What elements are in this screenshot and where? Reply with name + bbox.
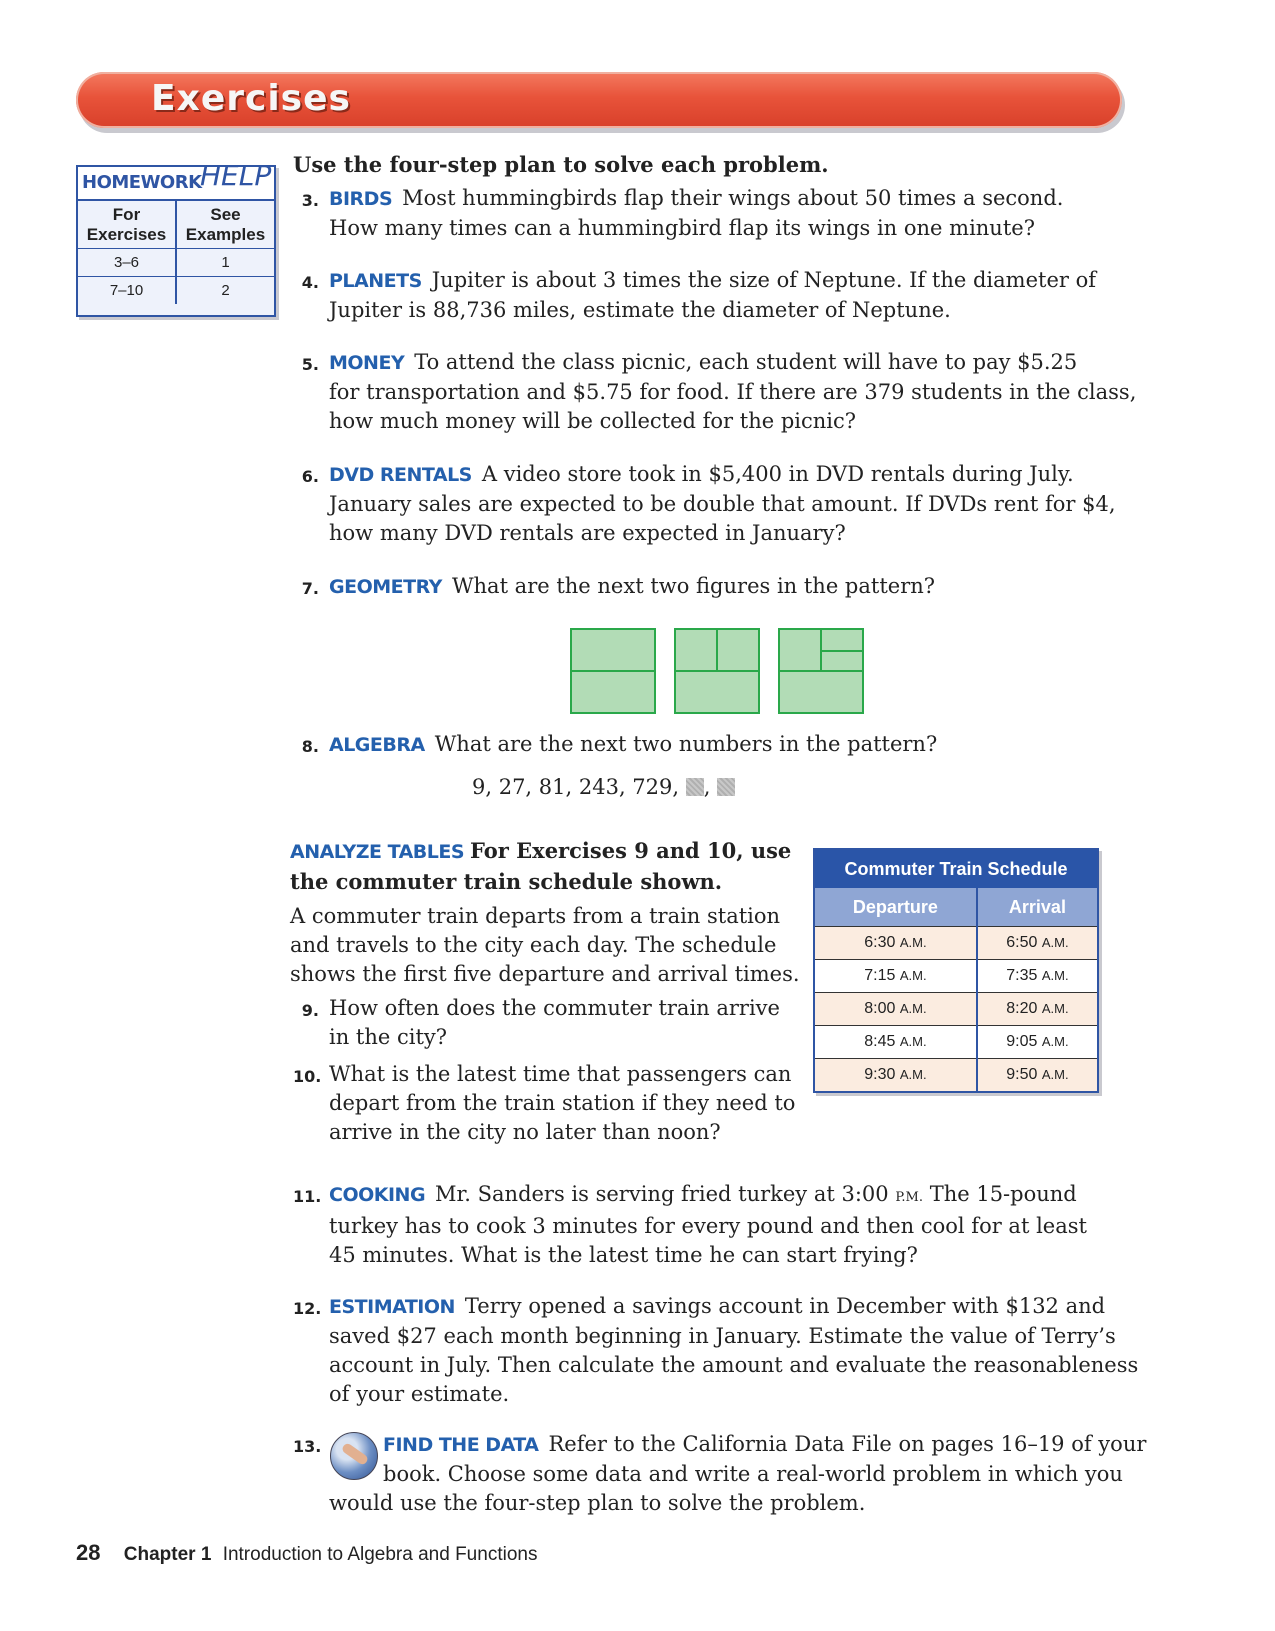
pattern-figure-2 xyxy=(674,628,760,714)
cell-exercises: 3–6 xyxy=(78,249,176,277)
pattern-comma: , xyxy=(703,775,711,799)
exercise-text: To attend the class picnic, each student will have to pay $5.25 xyxy=(414,350,1078,374)
pm-label: P.M. xyxy=(895,1190,924,1205)
exercise-keyword: PLANETS xyxy=(329,270,422,292)
pattern-numbers: 9, 27, 81, 243, 729, xyxy=(472,775,680,799)
exercise-text: Mr. Sanders is serving fried turkey at 3:00 xyxy=(435,1182,889,1206)
exercise-text: for transportation and $5.75 for food. If there are 379 students in the class, xyxy=(329,380,1137,404)
exercise-text: book. Choose some data and write a real-world problem in which you xyxy=(383,1462,1123,1486)
exercise-keyword: COOKING xyxy=(329,1184,426,1206)
exercise-3 xyxy=(293,184,1113,243)
exercise-number: 11. xyxy=(293,1187,322,1206)
exercise-keyword: ALGEBRA xyxy=(329,734,425,756)
analyze-keyword: ANALYZE TABLES xyxy=(290,841,465,863)
exercise-number: 12. xyxy=(293,1299,322,1318)
table-title: Commuter Train Schedule xyxy=(815,850,1097,888)
exercise-text: How often does the commuter train arrive xyxy=(329,996,780,1020)
exercise-11 xyxy=(293,1180,1113,1270)
exercise-text: Terry opened a savings account in December with $132 and xyxy=(464,1294,1106,1318)
exercise-4 xyxy=(293,266,1113,325)
exercise-text: how much money will be collected for the picnic? xyxy=(329,409,856,433)
exercise-number: 8. xyxy=(301,737,319,756)
analyze-tables-heading xyxy=(290,836,790,896)
exercise-text: turkey has to cook 3 minutes for every pound and then cool for at least xyxy=(329,1214,1087,1238)
exercise-7 xyxy=(293,572,1113,602)
table-row xyxy=(815,1059,1097,1092)
exercise-number: 4. xyxy=(301,273,319,292)
exercise-9 xyxy=(293,994,780,1052)
homework-help-table xyxy=(78,201,274,304)
col-header-arrival: Arrival xyxy=(977,888,1097,927)
exercise-text: would use the four-step plan to solve the problem. xyxy=(329,1491,866,1515)
arrival-cell: 6:50 A.M. xyxy=(977,927,1097,960)
page-number: 28 xyxy=(76,1540,101,1565)
table-row xyxy=(815,927,1097,960)
exercise-5 xyxy=(293,348,1137,436)
table-row xyxy=(78,249,274,277)
exercise-number: 5. xyxy=(301,355,319,374)
analyze-instructions: the commuter train schedule shown. xyxy=(290,869,723,894)
exercise-text: account in July. Then calculate the amount and evaluate the reasonableness xyxy=(329,1353,1139,1377)
exercise-text: What are the next two figures in the pattern? xyxy=(451,574,936,598)
instructions: Use the four-step plan to solve each problem. xyxy=(293,152,829,177)
exercise-text: depart from the train station if they need to xyxy=(329,1091,796,1115)
departure-cell: 6:30 A.M. xyxy=(815,927,977,960)
exercise-text: arrive in the city no later than noon? xyxy=(329,1120,721,1144)
exercise-text: What are the next two numbers in the pattern? xyxy=(434,732,938,756)
exercise-13 xyxy=(293,1430,1147,1518)
paragraph-line: A commuter train departs from a train station xyxy=(290,904,781,928)
pattern-figure-1 xyxy=(570,628,656,714)
exercise-number: 13. xyxy=(293,1437,322,1456)
exercises-banner xyxy=(76,72,1122,128)
exercise-text: how many DVD rentals are expected in January? xyxy=(329,521,846,545)
exercise-number: 3. xyxy=(301,191,319,210)
homework-help-box xyxy=(76,159,276,317)
exercise-number: 9. xyxy=(301,1001,319,1020)
exercise-keyword: GEOMETRY xyxy=(329,576,442,598)
exercise-keyword: MONEY xyxy=(329,352,405,374)
departure-cell: 8:00 A.M. xyxy=(815,993,977,1026)
departure-cell: 8:45 A.M. xyxy=(815,1026,977,1059)
table-row xyxy=(815,993,1097,1026)
homework-label: HOMEWORK xyxy=(82,172,202,193)
homework-help-header xyxy=(78,159,274,201)
chapter-title: Introduction to Algebra and Functions xyxy=(222,1544,538,1565)
col-header-examples: See Examples xyxy=(176,201,274,249)
exercise-6 xyxy=(293,460,1116,548)
exercise-keyword: ESTIMATION xyxy=(329,1296,455,1318)
page-footer xyxy=(76,1540,537,1566)
exercise-text: of your estimate. xyxy=(329,1382,510,1406)
exercise-text: 45 minutes. What is the latest time he can start frying? xyxy=(329,1243,918,1267)
exercise-number: 10. xyxy=(293,1067,322,1086)
arrival-cell: 9:05 A.M. xyxy=(977,1026,1097,1059)
exercise-number: 7. xyxy=(301,579,319,598)
answer-blank xyxy=(717,778,735,796)
chapter-label: Chapter 1 xyxy=(123,1544,212,1565)
exercise-text: Refer to the California Data File on pages 16–19 of your xyxy=(548,1432,1147,1456)
table-row xyxy=(815,1026,1097,1059)
exercise-8 xyxy=(293,730,1113,760)
paragraph-line: and travels to the city each day. The schedule xyxy=(290,933,777,957)
exercise-keyword: DVD RENTALS xyxy=(329,464,472,486)
help-label: HELP xyxy=(200,159,272,192)
departure-cell: 9:30 A.M. xyxy=(815,1059,977,1092)
exercise-text: How many times can a hummingbird flap its wings in one minute? xyxy=(329,216,1035,240)
exercise-text: Most hummingbirds flap their wings about 50 times a second. xyxy=(402,186,1064,210)
number-pattern xyxy=(472,775,735,799)
answer-blank xyxy=(686,778,704,796)
exercise-text: A video store took in $5,400 in DVD rentals during July. xyxy=(481,462,1074,486)
exercise-keyword: BIRDS xyxy=(329,188,393,210)
analyze-paragraph xyxy=(290,902,800,989)
exercise-text: What is the latest time that passengers can xyxy=(329,1062,792,1086)
arrival-cell: 7:35 A.M. xyxy=(977,960,1097,993)
paragraph-line: shows the first five departure and arrival times. xyxy=(290,962,800,986)
exercise-text: The 15-pound xyxy=(929,1182,1077,1206)
exercise-number: 6. xyxy=(301,467,319,486)
exercise-text: in the city? xyxy=(329,1025,448,1049)
exercise-text: January sales are expected to be double that amount. If DVDs rent for $4, xyxy=(329,492,1116,516)
exercise-10 xyxy=(293,1060,796,1147)
commuter-train-table xyxy=(813,848,1099,1093)
exercise-12 xyxy=(293,1292,1139,1409)
exercise-keyword: FIND THE DATA xyxy=(383,1434,539,1456)
table-row xyxy=(815,960,1097,993)
banner-title: Exercises xyxy=(151,78,351,119)
col-header-departure: Departure xyxy=(815,888,977,927)
table-row xyxy=(78,277,274,305)
arrival-cell: 9:50 A.M. xyxy=(977,1059,1097,1092)
cell-examples: 2 xyxy=(176,277,274,305)
departure-cell: 7:15 A.M. xyxy=(815,960,977,993)
arrival-cell: 8:20 A.M. xyxy=(977,993,1097,1026)
col-header-exercises: For Exercises xyxy=(86,205,167,244)
analyze-instructions: For Exercises 9 and 10, use xyxy=(470,838,792,863)
exercise-text: Jupiter is about 3 times the size of Neptune. If the diameter of xyxy=(431,268,1097,292)
exercise-text: saved $27 each month beginning in January. Estimate the value of Terry’s xyxy=(329,1324,1116,1348)
cell-exercises: 7–10 xyxy=(78,277,176,305)
exercise-text: Jupiter is 88,736 miles, estimate the diameter of Neptune. xyxy=(329,298,951,322)
pattern-figure-3 xyxy=(778,628,864,714)
cell-examples: 1 xyxy=(176,249,274,277)
